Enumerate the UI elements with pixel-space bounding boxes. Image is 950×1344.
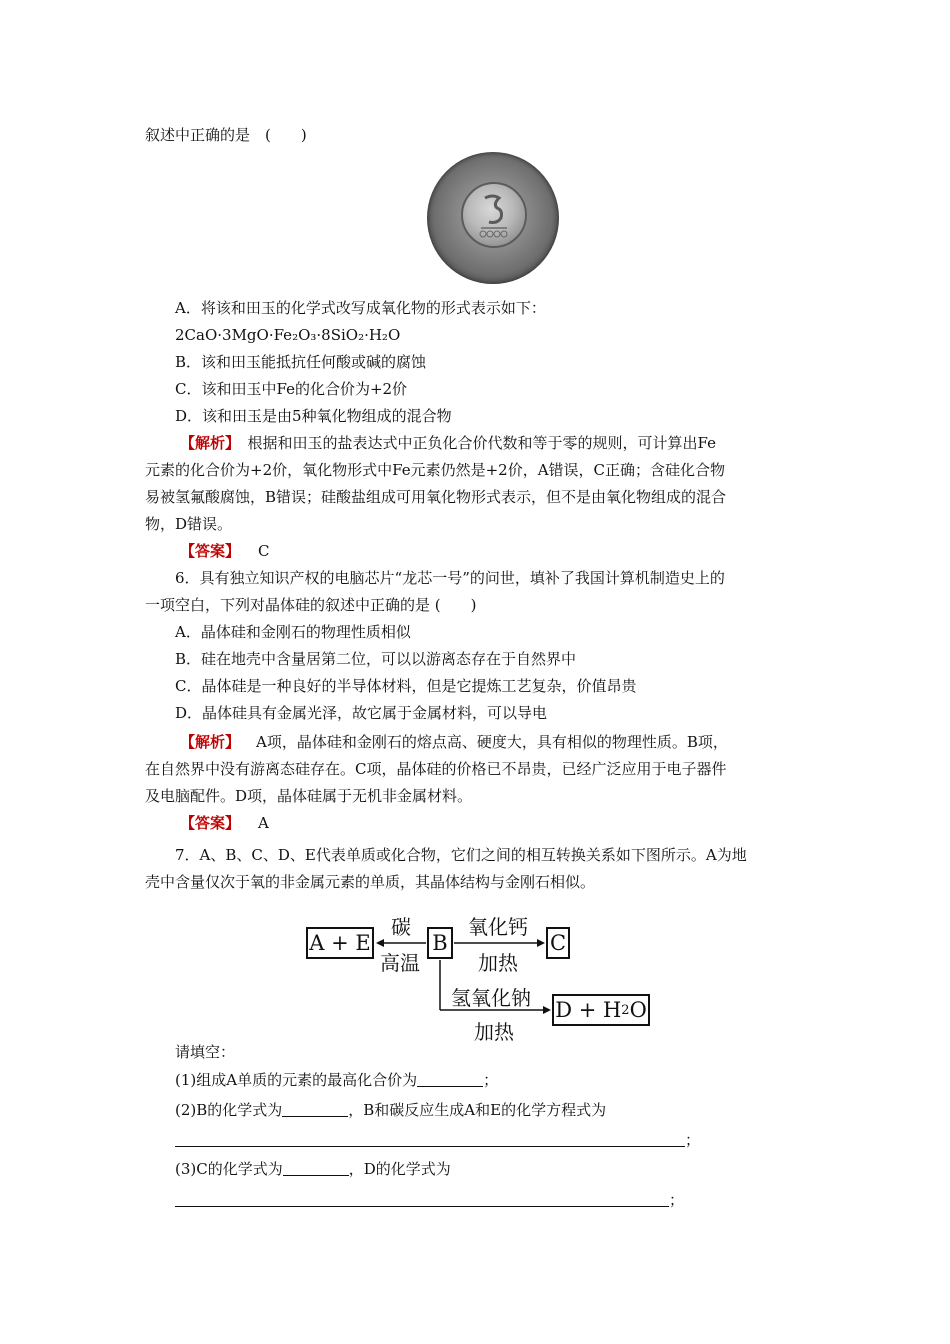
answer-blank-1[interactable] xyxy=(417,1070,483,1087)
label-sodium-hydroxide: 氢氧化钠 xyxy=(451,986,531,1010)
q6-option-d: D．晶体硅具有金属光泽，故它属于金属材料，可以导电 xyxy=(175,704,548,722)
analysis-tag: 【解析】 xyxy=(180,434,233,452)
q6-analysis-text-1: A项，晶体硅和金刚石的熔点高、硬度大，具有相似的物理性质。B项， xyxy=(256,733,728,751)
q5-answer: C xyxy=(258,542,270,560)
q6-answer: A xyxy=(258,814,269,832)
answer-blank-3[interactable] xyxy=(283,1159,349,1176)
q6-stem-line-1: 6．具有独立知识产权的电脑芯片“龙芯一号”的问世，填补了我国计算机制造史上的 xyxy=(175,569,725,587)
answer-tag: 【答案】 xyxy=(180,542,241,560)
q5-analysis-text-1: 根据和田玉的盐表达式中正负化合价代数和等于零的规则，可计算出Fe xyxy=(232,434,716,452)
box-a-plus-e: A + E xyxy=(306,927,374,959)
q7-part-3-end: ； xyxy=(669,1191,685,1209)
box-d-tail: O xyxy=(629,998,647,1022)
q5-option-d: D．该和田玉是由5种氧化物组成的混合物 xyxy=(175,407,452,425)
answer-blank-equation[interactable] xyxy=(175,1130,685,1147)
label-high-temp: 高温 xyxy=(380,951,420,975)
q7-part-2-text-b: ，B和碳反应生成A和E的化学方程式为 xyxy=(348,1101,607,1119)
q6-option-b: B．硅在地壳中含量居第二位，可以以游离态存在于自然界中 xyxy=(175,650,577,668)
q5-analysis-line-2: 元素的化合价为+2价，氧化物形式中Fe元素仍然是+2价，A错误，C正确；含硅化合物 xyxy=(145,461,726,479)
q7-part-1-end: ； xyxy=(483,1071,499,1089)
label-heat-2: 加热 xyxy=(474,1020,514,1044)
box-c: C xyxy=(546,927,570,959)
q7-stem-line-1: 7．A、B、C、D、E代表单质或化合物，它们之间的相互转换关系如下图所示。A为地 xyxy=(175,846,747,864)
q7-part-3 xyxy=(175,1159,451,1179)
q5-option-a: A．将该和田玉的化学式改写成氧化物的形式表示如下： xyxy=(175,299,546,317)
q7-part-3-text-b: ，D的化学式为 xyxy=(348,1160,451,1178)
label-calcium-oxide: 氧化钙 xyxy=(468,915,528,939)
label-carbon: 碳 xyxy=(391,915,411,939)
q7-part-2-text: (2)B的化学式为 xyxy=(175,1101,283,1119)
q5-analysis-line-4: 物，D错误。 xyxy=(145,515,233,533)
q7-part-3-text: (3)C的化学式为 xyxy=(175,1160,283,1178)
q7-part-2-end: ； xyxy=(685,1131,701,1149)
answer-blank-2[interactable] xyxy=(282,1100,348,1117)
q6-option-a: A．晶体硅和金刚石的物理性质相似 xyxy=(175,623,411,641)
q7-fill-intro: 请填空： xyxy=(175,1043,236,1061)
q5-analysis-line-3: 易被氢氟酸腐蚀，B错误；硅酸盐组成可用氧化物形式表示，但不是由氧化物组成的混合 xyxy=(145,488,727,506)
q6-option-c: C．晶体硅是一种良好的半导体材料，但是它提炼工艺复杂，价值昂贵 xyxy=(175,677,637,695)
label-heat-1: 加热 xyxy=(478,951,518,975)
box-d-subscript: 2 xyxy=(621,1002,630,1018)
box-d-main: D + H xyxy=(555,998,622,1022)
q7-part-1 xyxy=(175,1070,498,1090)
q6-stem-line-2: 一项空白，下列对晶体硅的叙述中正确的是 ( ) xyxy=(145,596,477,614)
q7-part-1-text: (1)组成A单质的元素的最高化合价为 xyxy=(175,1071,418,1089)
answer-tag: 【答案】 xyxy=(180,814,241,832)
q5-stem-tail: 叙述中正确的是 ( ) xyxy=(145,126,307,144)
q7-part-3-d-line xyxy=(175,1190,684,1210)
q5-option-b: B．该和田玉能抵抗任何酸或碱的腐蚀 xyxy=(175,353,427,371)
q6-analysis-line-2: 在自然界中没有游离态硅存在。C项，晶体硅的价格已不昂贵，已经广泛应用于电子器件 xyxy=(145,760,727,778)
answer-blank-d[interactable] xyxy=(175,1190,669,1207)
q7-part-2 xyxy=(175,1100,606,1120)
box-b: B xyxy=(427,927,453,959)
q7-part-2-equation-line xyxy=(175,1130,700,1150)
q5-option-a-formula: 2CaO·3MgO·Fe₂O₃·8SiO₂·H₂O xyxy=(175,326,401,344)
q7-stem-line-2: 壳中含量仅次于氧的非金属元素的单质，其晶体结构与金刚石相似。 xyxy=(145,873,596,891)
q6-analysis-line-3: 及电脑配件。D项，晶体硅属于无机非金属材料。 xyxy=(145,787,473,805)
analysis-tag: 【解析】 xyxy=(180,733,241,751)
q5-option-c: C．该和田玉中Fe的化合价为+2价 xyxy=(175,380,408,398)
